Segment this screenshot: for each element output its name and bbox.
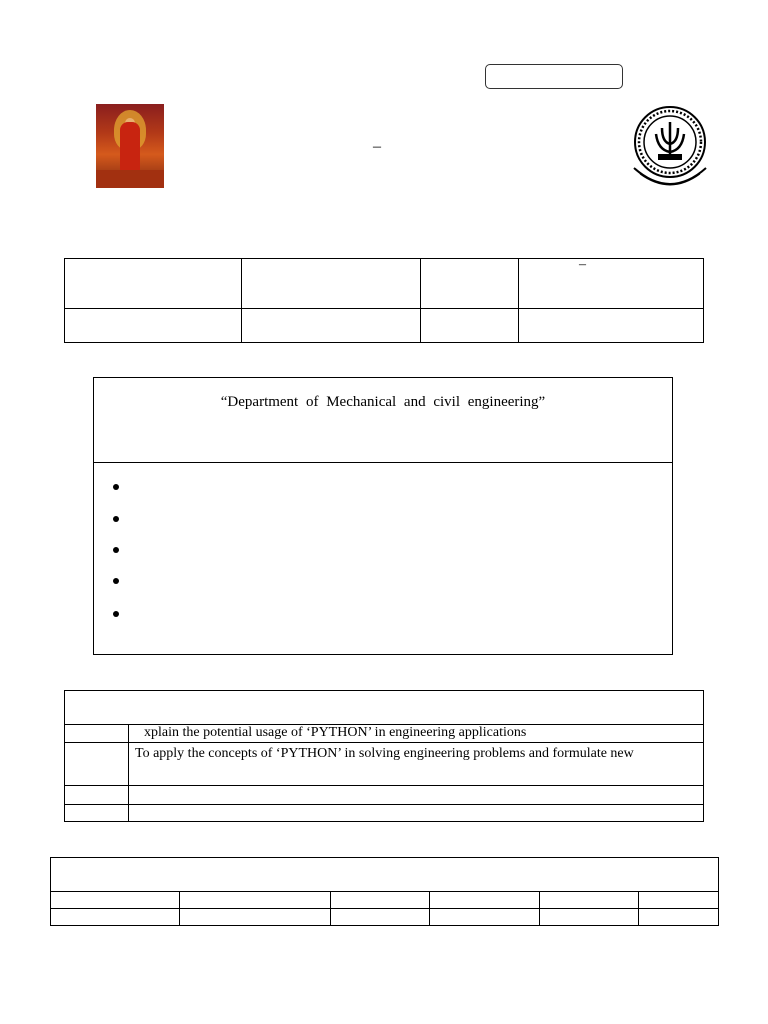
bullet-point — [113, 547, 119, 553]
objectives-header-cell — [65, 691, 704, 725]
divider — [94, 462, 672, 463]
objective-text — [129, 786, 704, 805]
objective-number-cell — [65, 805, 129, 822]
objective-number-cell — [65, 786, 129, 805]
objective-text — [129, 805, 704, 822]
deity-image — [96, 104, 164, 188]
college-seal-logo — [628, 104, 712, 192]
assessment-cell — [51, 892, 180, 909]
assessment-table — [50, 857, 719, 926]
assessment-cell — [639, 909, 719, 926]
info-cell — [421, 309, 519, 343]
header-code-box — [485, 64, 623, 89]
info-table — [64, 258, 704, 343]
department-box — [93, 377, 673, 655]
bullet-point — [113, 516, 119, 522]
info-cell — [519, 309, 704, 343]
assessment-cell — [331, 909, 430, 926]
info-cell — [519, 259, 704, 309]
objective-text: To apply the concepts of ‘PYTHON’ in solving engineering problems and formulate new — [129, 743, 704, 786]
info-cell — [65, 309, 242, 343]
objectives-table — [64, 690, 704, 822]
department-title: “Department of Mechanical and civil engineering” — [220, 394, 546, 410]
assessment-cell — [331, 892, 430, 909]
info-cell — [242, 309, 421, 343]
assessment-cell — [540, 892, 639, 909]
info-cell — [421, 259, 519, 309]
bullet-point — [113, 611, 119, 617]
assessment-header-cell — [51, 858, 719, 892]
assessment-cell — [51, 909, 180, 926]
info-table-dash: – — [579, 257, 586, 272]
bullet-point — [113, 578, 119, 584]
assessment-cell — [639, 892, 719, 909]
header-dash: – — [373, 138, 381, 155]
bullet-point — [113, 484, 119, 490]
objective-number-cell — [65, 725, 129, 743]
assessment-cell — [430, 892, 540, 909]
info-cell — [242, 259, 421, 309]
assessment-cell — [180, 909, 331, 926]
info-cell — [65, 259, 242, 309]
assessment-cell — [180, 892, 331, 909]
objective-text: xplain the potential usage of ‘PYTHON’ in engineering applications — [129, 725, 704, 743]
assessment-cell — [540, 909, 639, 926]
objective-number-cell — [65, 743, 129, 786]
assessment-cell — [430, 909, 540, 926]
